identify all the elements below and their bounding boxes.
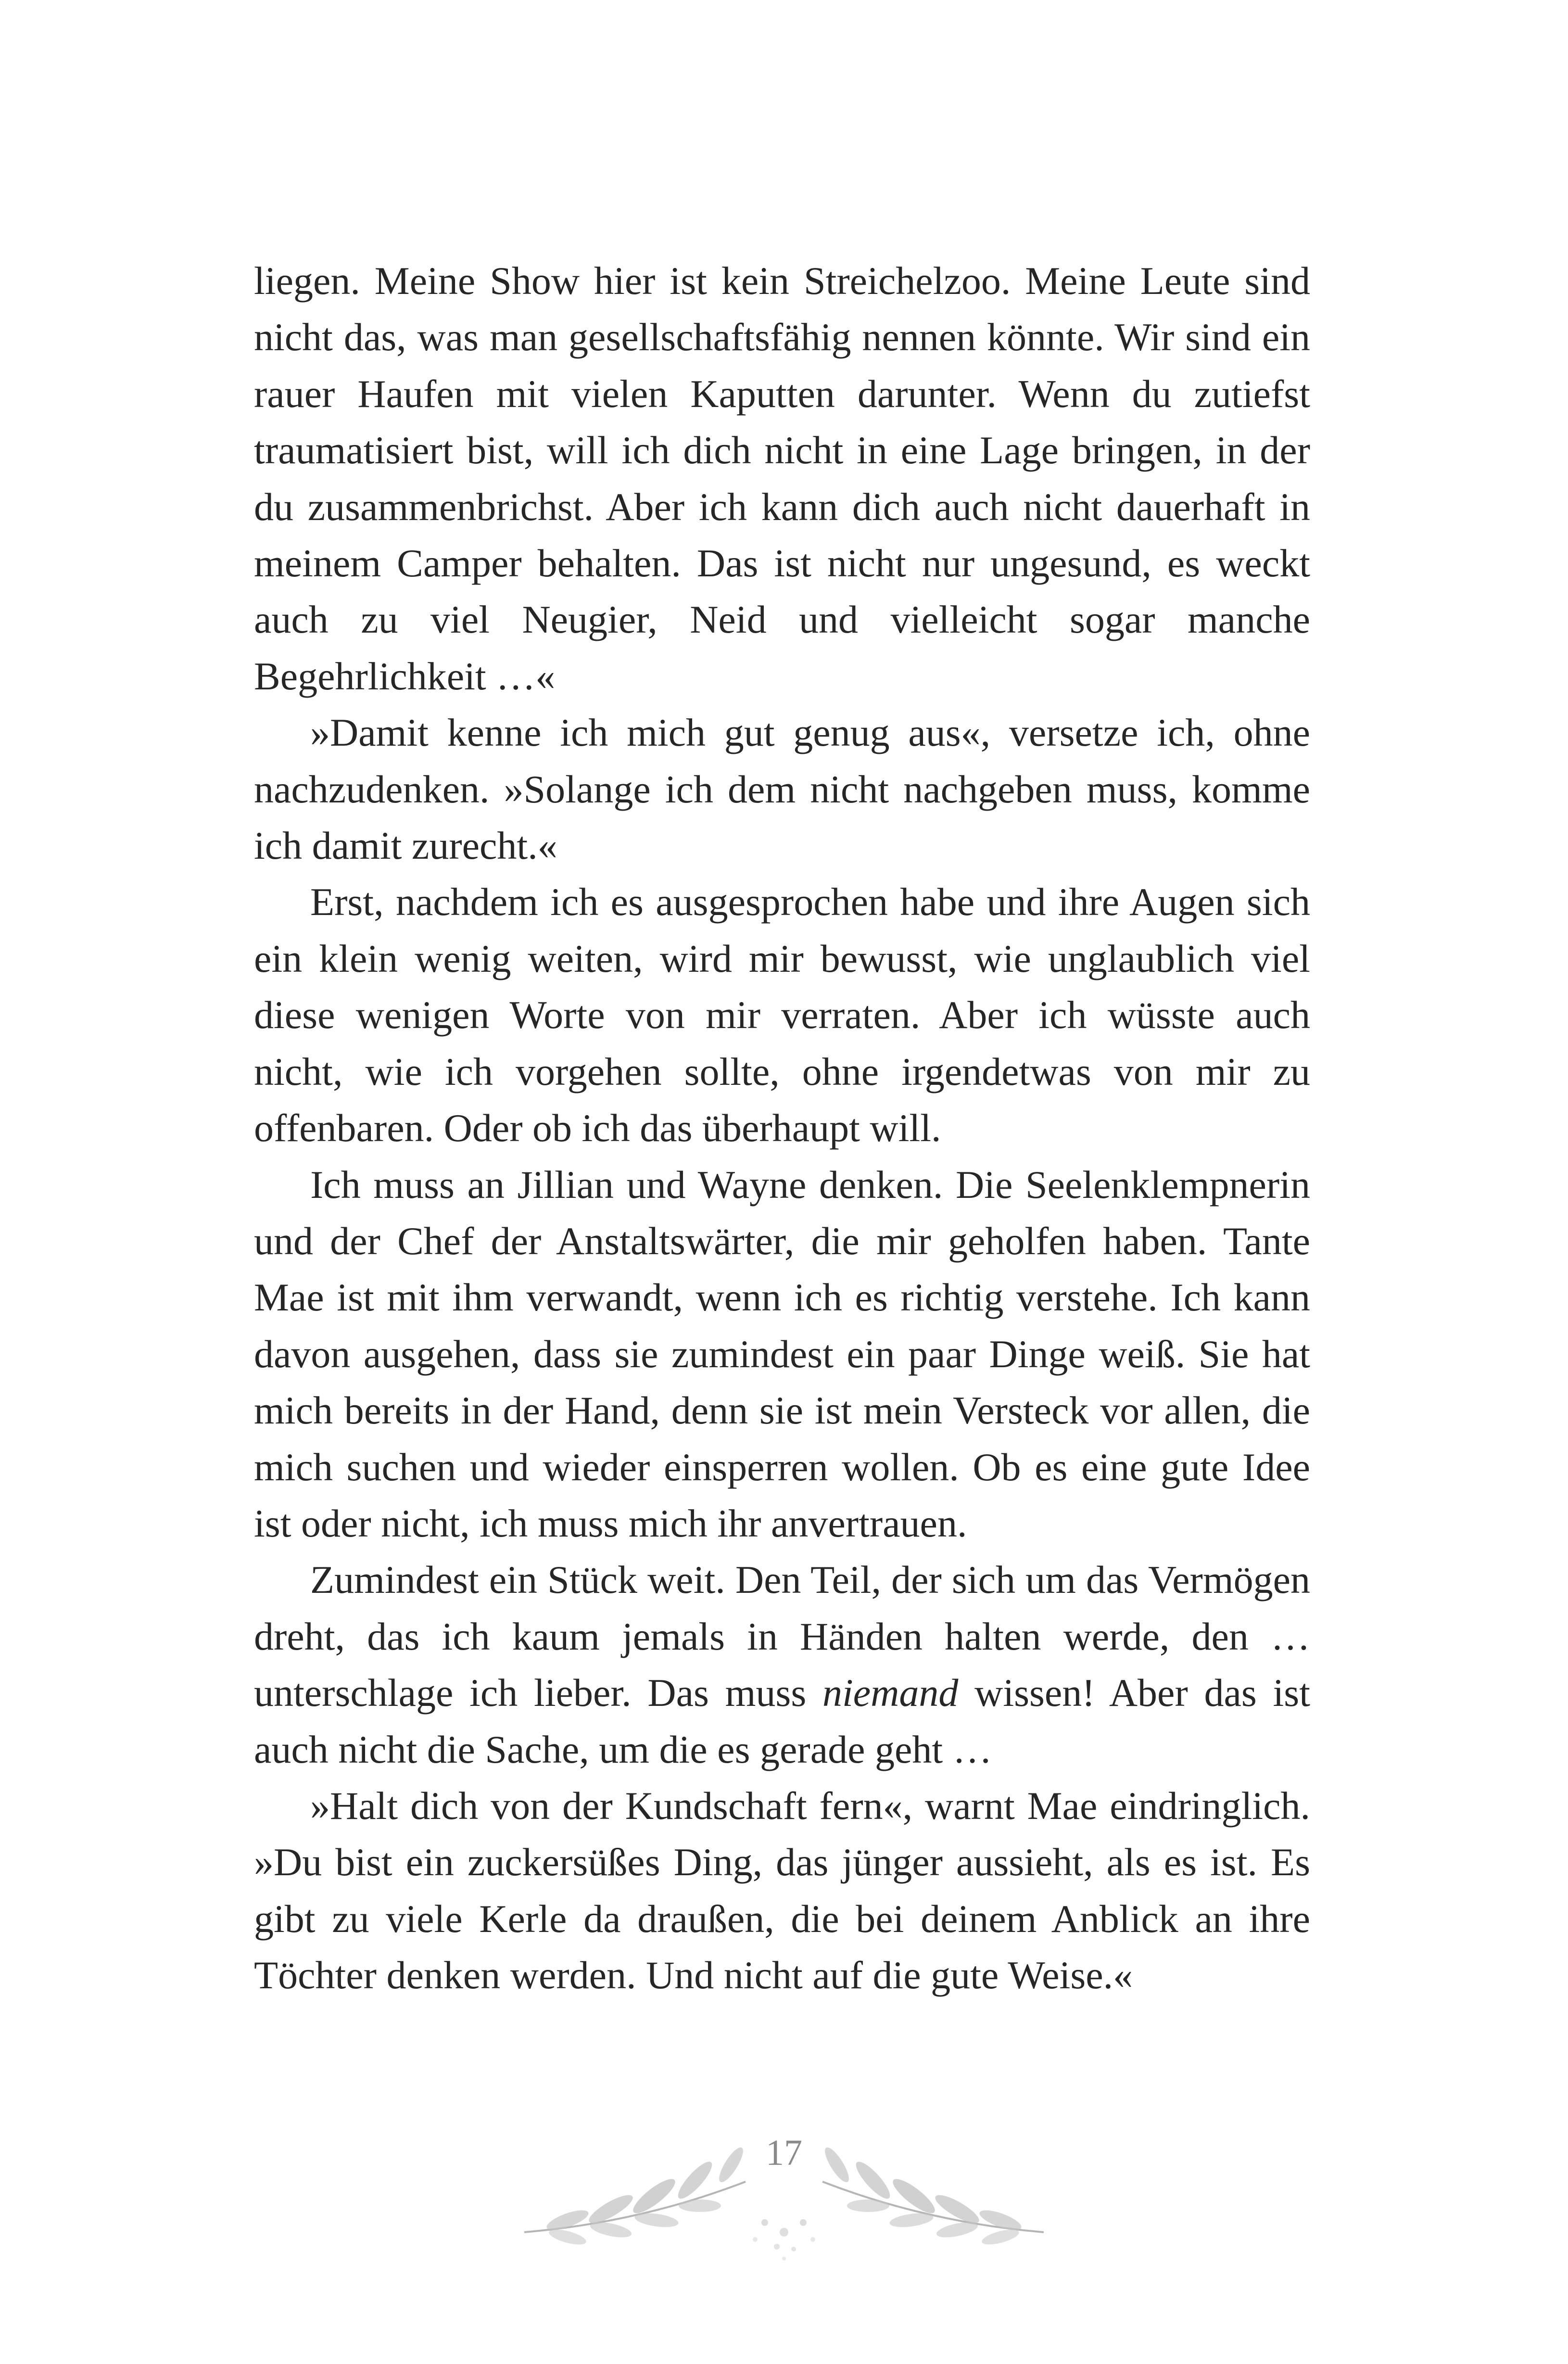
- paragraph-5-after: wissen! Aber das ist auch nicht die Sache, um die es gerade geht …: [254, 1671, 1311, 1771]
- body-text: [254, 253, 1310, 2004]
- paragraph-3: Erst, nachdem ich es ausgesprochen habe und ihre Augen sich ein klein wenig weiten, wird mir bewusst, wie unglaublich viel diese wenigen Worte von mir verraten. Aber ich wüsste auch nicht, wie ich vorgehen sollte, ohne irgendetwas von mir zu offenbaren. Oder ob ich das überhaupt will.: [254, 880, 1310, 1150]
- paragraph-2: »Damit kenne ich mich gut genug aus«, versetze ich, ohne nachzudenken. »Solange ich dem nicht nachgeben muss, komme ich damit zurecht.«: [254, 711, 1310, 868]
- laurel-wreath-icon: [495, 2102, 1073, 2266]
- paragraph-5: [254, 1551, 1310, 1778]
- paragraph-1: liegen. Meine Show hier ist kein Streichelzoo. Meine Leute sind nicht das, was man gesellschaftsfähig nennen könnte. Wir sind ein rauer Haufen mit vielen Kaputten darunter. Wenn du zutiefst traumatisiert bist, will ich dich nicht in eine Lage bringen, in der du zusammenbrichst. Aber ich kann dich auch nicht dauerhaft in meinem Camper behalten. Das ist nicht nur ungesund, es weckt auch zu viel Neugier, Neid und vielleicht sogar manche Begehrlichkeit …«: [254, 259, 1310, 698]
- paragraph-4: Ich muss an Jillian und Wayne denken. Die Seelenklempnerin und der Chef der Anstaltswärter, die mir geholfen haben. Tante Mae ist mit ihm verwandt, wenn ich es richtig verstehe. Ich kann davon ausgehen, dass sie zumindest ein paar Dinge weiß. Sie hat mich bereits in der Hand, denn sie ist mein Versteck vor allen, die mich suchen und wieder einsperren wollen. Ob es eine gute Idee ist oder nicht, ich muss mich ihr anvertrauen.: [254, 1162, 1310, 1545]
- page-footer: [495, 2102, 1073, 2266]
- emphasis-word: niemand: [822, 1671, 959, 1715]
- paragraph-6: »Halt dich von der Kundschaft fern«, warnt Mae eindringlich. »Du bist ein zuckersüßes Ding, das jünger aussieht, als es ist. Es gibt zu viele Kerle da draußen, die bei deinem Anblick an ihre Töchter denken werden. Und nicht auf die gute Weise.«: [254, 1783, 1310, 1997]
- page-number: 17: [766, 2133, 802, 2173]
- paragraph-5-before: Zumindest ein Stück weit. Den Teil, der sich um das Vermögen dreht, das ich kaum jemals in Händen halten werde, den … unterschlage ich lieber. Das muss: [254, 1558, 1310, 1715]
